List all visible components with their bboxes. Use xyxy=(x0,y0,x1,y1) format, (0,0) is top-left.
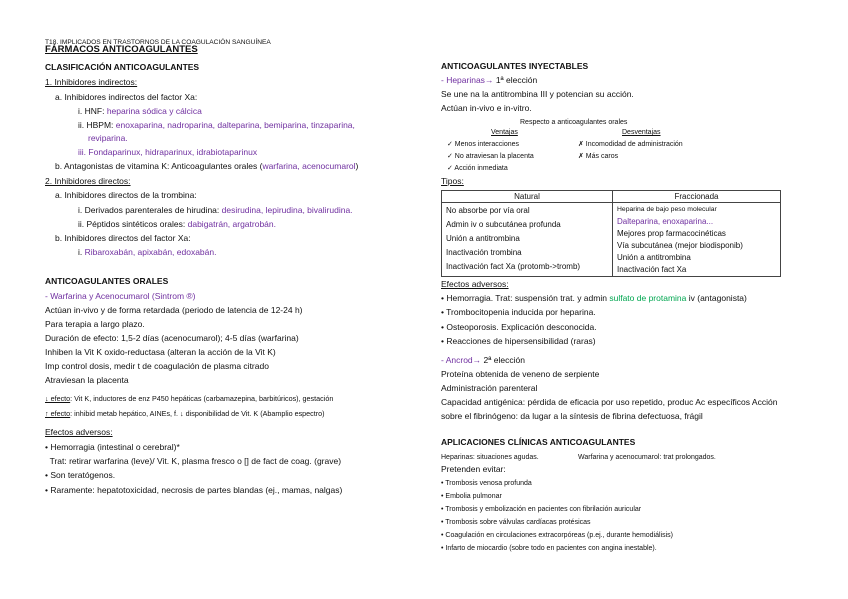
apl-heparinas: Heparinas: situaciones agudas. xyxy=(441,454,539,461)
directos-a-ii xyxy=(78,219,276,230)
orales-subheading: - Warfarina y Acenocumarol (Sintrom ®) xyxy=(45,291,196,301)
orales-line: Actúan in-vivo y de forma retardada (periodo de latencia de 12-24 h) xyxy=(45,305,303,315)
indirectos-b-pre: b. Antagonistas de vitamina K: Anticoagulantes orales ( xyxy=(55,161,263,171)
hbpm-label: ii. HBPM: xyxy=(78,120,114,130)
directos-b: b. Inhibidores directos del factor Xa: xyxy=(55,233,191,243)
heparinas-line xyxy=(441,75,537,86)
hbpm-line xyxy=(78,120,355,131)
natural-item: Admin iv o subcutánea profunda xyxy=(446,220,561,229)
desventajas-heading: Desventajas xyxy=(622,129,661,136)
fraccionada-item: Inactivación fact Xa xyxy=(617,265,687,274)
orales-line: Atraviesan la placenta xyxy=(45,375,129,385)
efecto-down-label: ↓ efecto xyxy=(45,394,71,403)
indirectos-b xyxy=(55,161,358,172)
ef-line: • Trombocitopenia inducida por heparina. xyxy=(441,307,596,317)
table-header-fraccionada: Fraccionada xyxy=(613,191,781,203)
directos-a-ii-drugs: dabigatrán, argatrobán. xyxy=(187,219,276,229)
indirectos-b-post: ) xyxy=(355,161,359,171)
fraccionada-item: Dalteparina, enoxaparina... xyxy=(617,217,714,226)
ef-line: • Reacciones de hipersensibilidad (raras) xyxy=(441,336,596,346)
ancrod-desc: Proteína obtenida de veneno de serpiente xyxy=(441,369,600,379)
fraccionada-item: Unión a antitrombina xyxy=(617,253,691,262)
ancrod-desc: Administración parenteral xyxy=(441,383,538,393)
ef-1-pre: • Hemorragia. Trat: suspensión trat. y admin xyxy=(441,293,607,303)
fraccionada-item: Vía subcutánea (mejor biodisponib) xyxy=(617,241,743,250)
hnf-drugs: heparina sódica y cálcica xyxy=(106,106,202,116)
fraccionada-item: Heparina de bajo peso molecular xyxy=(617,206,717,213)
efecto-up-line xyxy=(45,408,325,419)
indirectos-heading: 1. Inhibidores indirectos: xyxy=(45,77,138,87)
indirectos-b-drugs: warfarina, acenocumarol xyxy=(262,161,356,171)
efectos-line: Trat: retirar warfarina (leve)/ Vit. K, plasma fresco o [] de fact de coag. (grave) xyxy=(45,456,342,466)
hnf-label: i. HNF: xyxy=(78,106,105,116)
heparinas-eleccion: 1ª elección xyxy=(495,75,538,85)
ventajas-heading: Ventajas xyxy=(491,129,518,136)
desventaja-item: ✗ Más caros xyxy=(578,153,619,160)
table-header-natural: Natural xyxy=(442,191,613,203)
desventaja-item: ✗ Incomodidad de administración xyxy=(578,141,683,148)
apl-item: • Trombosis y embolización en pacientes con fibrilación auricular xyxy=(441,506,642,513)
iii-line xyxy=(78,147,257,158)
directos-a-i-drugs: desirudina, lepirudina, bivalirudina. xyxy=(221,205,353,215)
ef-1-green: sulfato de protamina xyxy=(609,293,687,303)
apl-item: • Coagulación en circulaciones extracorpóreas (p.ej., durante hemodiálisis) xyxy=(441,532,674,539)
heparin-comparison-table xyxy=(441,190,781,277)
natural-item: Unión a antitrombina xyxy=(446,234,520,243)
directos-heading: 2. Inhibidores directos: xyxy=(45,176,131,186)
table-row xyxy=(442,203,781,277)
orales-line: Para terapia a largo plazo. xyxy=(45,319,145,329)
clasificacion-heading: CLASIFICACIÓN ANTICOAGULANTES xyxy=(45,62,200,72)
apl-warfarina: Warfarina y acenocumarol: trat prolongados. xyxy=(578,454,716,461)
ef-line: • Osteoporosis. Explicación desconocida. xyxy=(441,322,597,332)
directos-b-i-pre: i. xyxy=(78,247,83,257)
ventaja-item: ✓ Acción inmediata xyxy=(447,165,508,172)
directos-b-i xyxy=(78,247,216,258)
heparinas-desc: Se une na la antitrombina III y potencian su acción. xyxy=(441,89,634,99)
ventaja-item: ✓ Menos interacciones xyxy=(447,141,520,148)
ef-1-post: iv (antagonista) xyxy=(688,293,747,303)
efectos-line: • Son teratógenos. xyxy=(45,470,116,480)
ancrod-desc: Capacidad antigénica: pérdida de eficacia por uso repetido, produc Ac específicos Acción xyxy=(441,397,778,407)
ancrod-desc: sobre el fibrinógeno: da lugar a la síntesis de fibrina defectuosa, frágil xyxy=(441,411,703,421)
orales-heading: ANTICOAGULANTES ORALES xyxy=(45,276,169,286)
fraccionada-item: Mejores prop farmacocinéticas xyxy=(617,229,726,238)
iii-drugs: Fondaparinux, hidraparinux, idrabiotaparinux xyxy=(88,147,258,157)
orales-line: Duración de efecto: 1,5-2 días (acenocumarol); 4-5 días (warfarina) xyxy=(45,333,299,343)
apl-item: • Infarto de miocardio (sobre todo en pacientes con angina inestable). xyxy=(441,545,657,552)
orales-line: Inhiben la Vit K oxido-reductasa (alteran la acción de la Vit K) xyxy=(45,347,276,357)
orales-line: Imp control dosis, medir t de coagulación de plasma citrado xyxy=(45,361,269,371)
respecto-line: Respecto a anticoagulantes orales xyxy=(520,119,628,126)
efectos-line: • Raramente: hepatotoxicidad, necrosis de partes blandas (ej., mamas, nalgas) xyxy=(45,485,343,495)
table-header-row xyxy=(442,191,781,203)
ventaja-item: ✓ No atraviesan la placenta xyxy=(447,153,534,160)
directos-a-i-pre: i. Derivados parenterales de hirudina: xyxy=(78,205,220,215)
arrow-icon: → xyxy=(484,75,494,85)
hnf-line xyxy=(78,106,202,117)
natural-item: Inactivación trombina xyxy=(446,248,522,257)
inyectables-heading: ANTICOAGULANTES INYECTABLES xyxy=(441,61,589,71)
ancrod-eleccion: 2ª elección xyxy=(483,355,525,365)
natural-cell xyxy=(442,203,613,277)
apl-item: • Trombosis sobre válvulas cardíacas protésicas xyxy=(441,519,591,526)
tipos-heading: Tipos: xyxy=(441,176,464,186)
directos-a: a. Inhibidores directos de la trombina: xyxy=(55,190,197,200)
ef-heading: Efectos adversos: xyxy=(441,279,509,289)
efectos-line: • Hemorragia (intestinal o cerebral)* xyxy=(45,442,180,452)
apl-item: • Trombosis venosa profunda xyxy=(441,480,532,487)
iii-label: iii. xyxy=(78,147,87,157)
natural-item: Inactivación fact Xa (protomb->tromb) xyxy=(446,262,581,271)
efecto-down-text: : Vit K, inductores de enz P450 hepáticas (carbamazepina, barbitúricos), gestación xyxy=(70,394,334,403)
ancrod-line xyxy=(441,355,525,366)
directos-b-i-drugs: Ribaroxabán, apixabán, edoxabán. xyxy=(84,247,217,257)
pretenden-evitar: Pretenden evitar: xyxy=(441,464,506,474)
indirectos-a: a. Inhibidores indirectos del factor Xa: xyxy=(55,92,198,102)
efecto-up-label: ↑ efecto xyxy=(45,409,71,418)
arrow-icon: → xyxy=(472,355,482,365)
heparinas-desc: Actúan in-vivo e in-vitro. xyxy=(441,103,532,113)
efecto-down-line xyxy=(45,393,333,404)
efecto-up-text: : inhibid metab hepático, AINEs, f. ↓ disponibilidad de Vit. K (Abamplio espectro) xyxy=(70,409,325,418)
efectos-heading: Efectos adversos: xyxy=(45,427,113,437)
fraccionada-cell xyxy=(613,203,781,277)
page-title: FÁRMACOS ANTICOAGULANTES xyxy=(45,44,198,55)
ancrod-label: - Ancrod xyxy=(441,355,473,365)
hbpm-drugs-cont: reviparina. xyxy=(88,133,128,143)
natural-item: No absorbe por vía oral xyxy=(446,206,530,215)
ef-line xyxy=(441,293,747,304)
hbpm-drugs: enoxaparina, nadroparina, dalteparina, bemiparina, tinzaparina, xyxy=(115,120,355,130)
aplicaciones-heading: APLICACIONES CLÍNICAS ANTICOAGULANTES xyxy=(441,437,636,447)
heparinas-label: - Heparinas xyxy=(441,75,485,85)
directos-a-i xyxy=(78,205,353,216)
header-line: T18. IMPLICADOS EN TRASTORNOS DE LA COAGULACIÓN SANGUÍNEA xyxy=(45,39,271,46)
directos-a-ii-pre: ii. Péptidos sintéticos orales: xyxy=(78,219,186,229)
apl-item: • Embolia pulmonar xyxy=(441,493,502,500)
